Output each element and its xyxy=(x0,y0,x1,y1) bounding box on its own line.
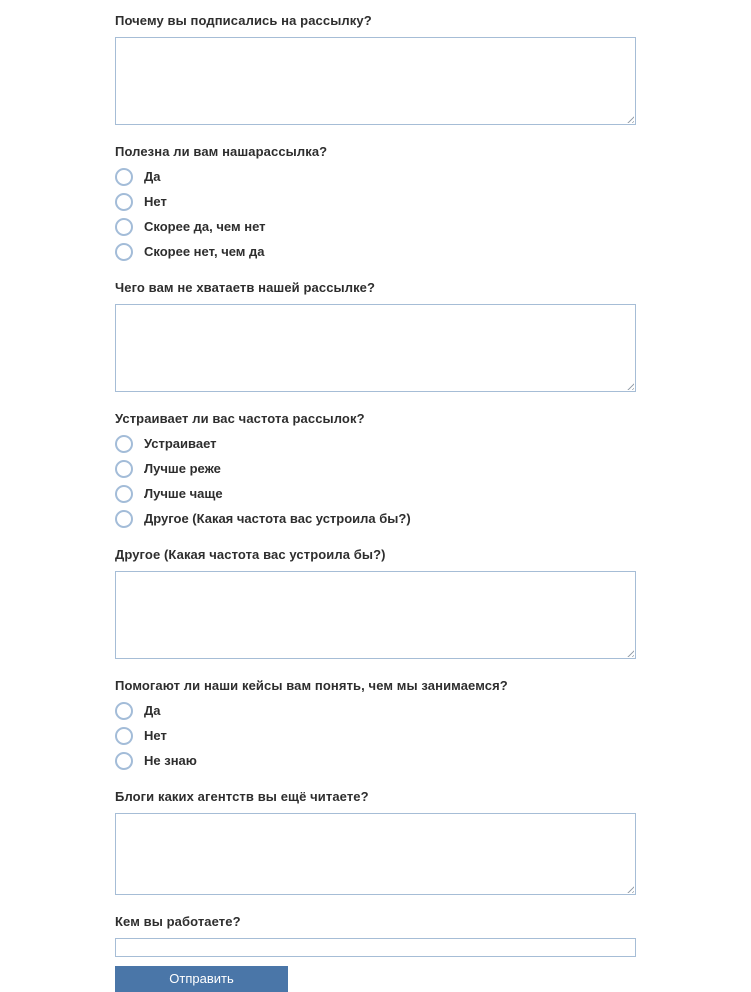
radio-option[interactable] xyxy=(115,435,636,453)
radio-option-label: Нет xyxy=(144,728,167,743)
radio-icon[interactable] xyxy=(115,193,133,211)
question-label: Другое (Какая частота вас устроила бы?) xyxy=(115,547,386,562)
question-occupation xyxy=(115,914,636,992)
radio-option[interactable] xyxy=(115,727,636,745)
question-why-subscribed xyxy=(115,13,636,125)
radio-option[interactable] xyxy=(115,243,636,261)
radio-icon[interactable] xyxy=(115,702,133,720)
question-label: Помогают ли наши кейсы вам понять, чем мы занимаемся? xyxy=(115,678,508,693)
radio-option-label: Лучше реже xyxy=(144,461,221,476)
radio-icon[interactable] xyxy=(115,168,133,186)
radio-icon[interactable] xyxy=(115,510,133,528)
question-whats-missing xyxy=(115,280,636,392)
radio-option-label: Да xyxy=(144,703,161,718)
radio-option-label: Лучше чаще xyxy=(144,486,223,501)
whats-missing-textarea[interactable] xyxy=(115,304,636,392)
radio-option-label: Устраивает xyxy=(144,436,217,451)
radio-option-label: Скорее нет, чем да xyxy=(144,244,265,259)
radio-icon[interactable] xyxy=(115,243,133,261)
radio-group xyxy=(115,168,636,261)
question-label: Полезна ли вам нашарассылка? xyxy=(115,144,328,159)
radio-option-label: Другое (Какая частота вас устроила бы?) xyxy=(144,511,411,526)
other-frequency-textarea[interactable] xyxy=(115,571,636,659)
radio-option[interactable] xyxy=(115,193,636,211)
radio-icon[interactable] xyxy=(115,752,133,770)
radio-option[interactable] xyxy=(115,752,636,770)
radio-icon[interactable] xyxy=(115,435,133,453)
radio-option-label: Нет xyxy=(144,194,167,209)
question-frequency xyxy=(115,411,636,528)
radio-icon[interactable] xyxy=(115,485,133,503)
question-label: Чего вам не хватаетв нашей рассылке? xyxy=(115,280,376,295)
radio-option[interactable] xyxy=(115,485,636,503)
question-label: Почему вы подписались на рассылку? xyxy=(115,13,372,28)
question-other-frequency xyxy=(115,547,636,659)
radio-option[interactable] xyxy=(115,168,636,186)
question-label: Кем вы работаете? xyxy=(115,914,241,929)
radio-option[interactable] xyxy=(115,702,636,720)
question-cases-help xyxy=(115,678,636,770)
radio-option-label: Скорее да, чем нет xyxy=(144,219,266,234)
radio-icon[interactable] xyxy=(115,460,133,478)
question-newsletter-useful xyxy=(115,144,636,261)
other-blogs-textarea[interactable] xyxy=(115,813,636,895)
radio-group xyxy=(115,702,636,770)
question-label: Блоги каких агентств вы ещё читаете? xyxy=(115,789,369,804)
radio-option[interactable] xyxy=(115,460,636,478)
radio-option-label: Да xyxy=(144,169,161,184)
question-other-blogs xyxy=(115,789,636,895)
why-subscribed-textarea[interactable] xyxy=(115,37,636,125)
occupation-input[interactable] xyxy=(115,938,636,957)
radio-group xyxy=(115,435,636,528)
radio-icon[interactable] xyxy=(115,727,133,745)
radio-option[interactable] xyxy=(115,510,636,528)
survey-form xyxy=(115,13,636,992)
question-label: Устраивает ли вас частота рассылок? xyxy=(115,411,365,426)
radio-option-label: Не знаю xyxy=(144,753,197,768)
radio-icon[interactable] xyxy=(115,218,133,236)
submit-button[interactable]: Отправить xyxy=(115,966,288,992)
radio-option[interactable] xyxy=(115,218,636,236)
